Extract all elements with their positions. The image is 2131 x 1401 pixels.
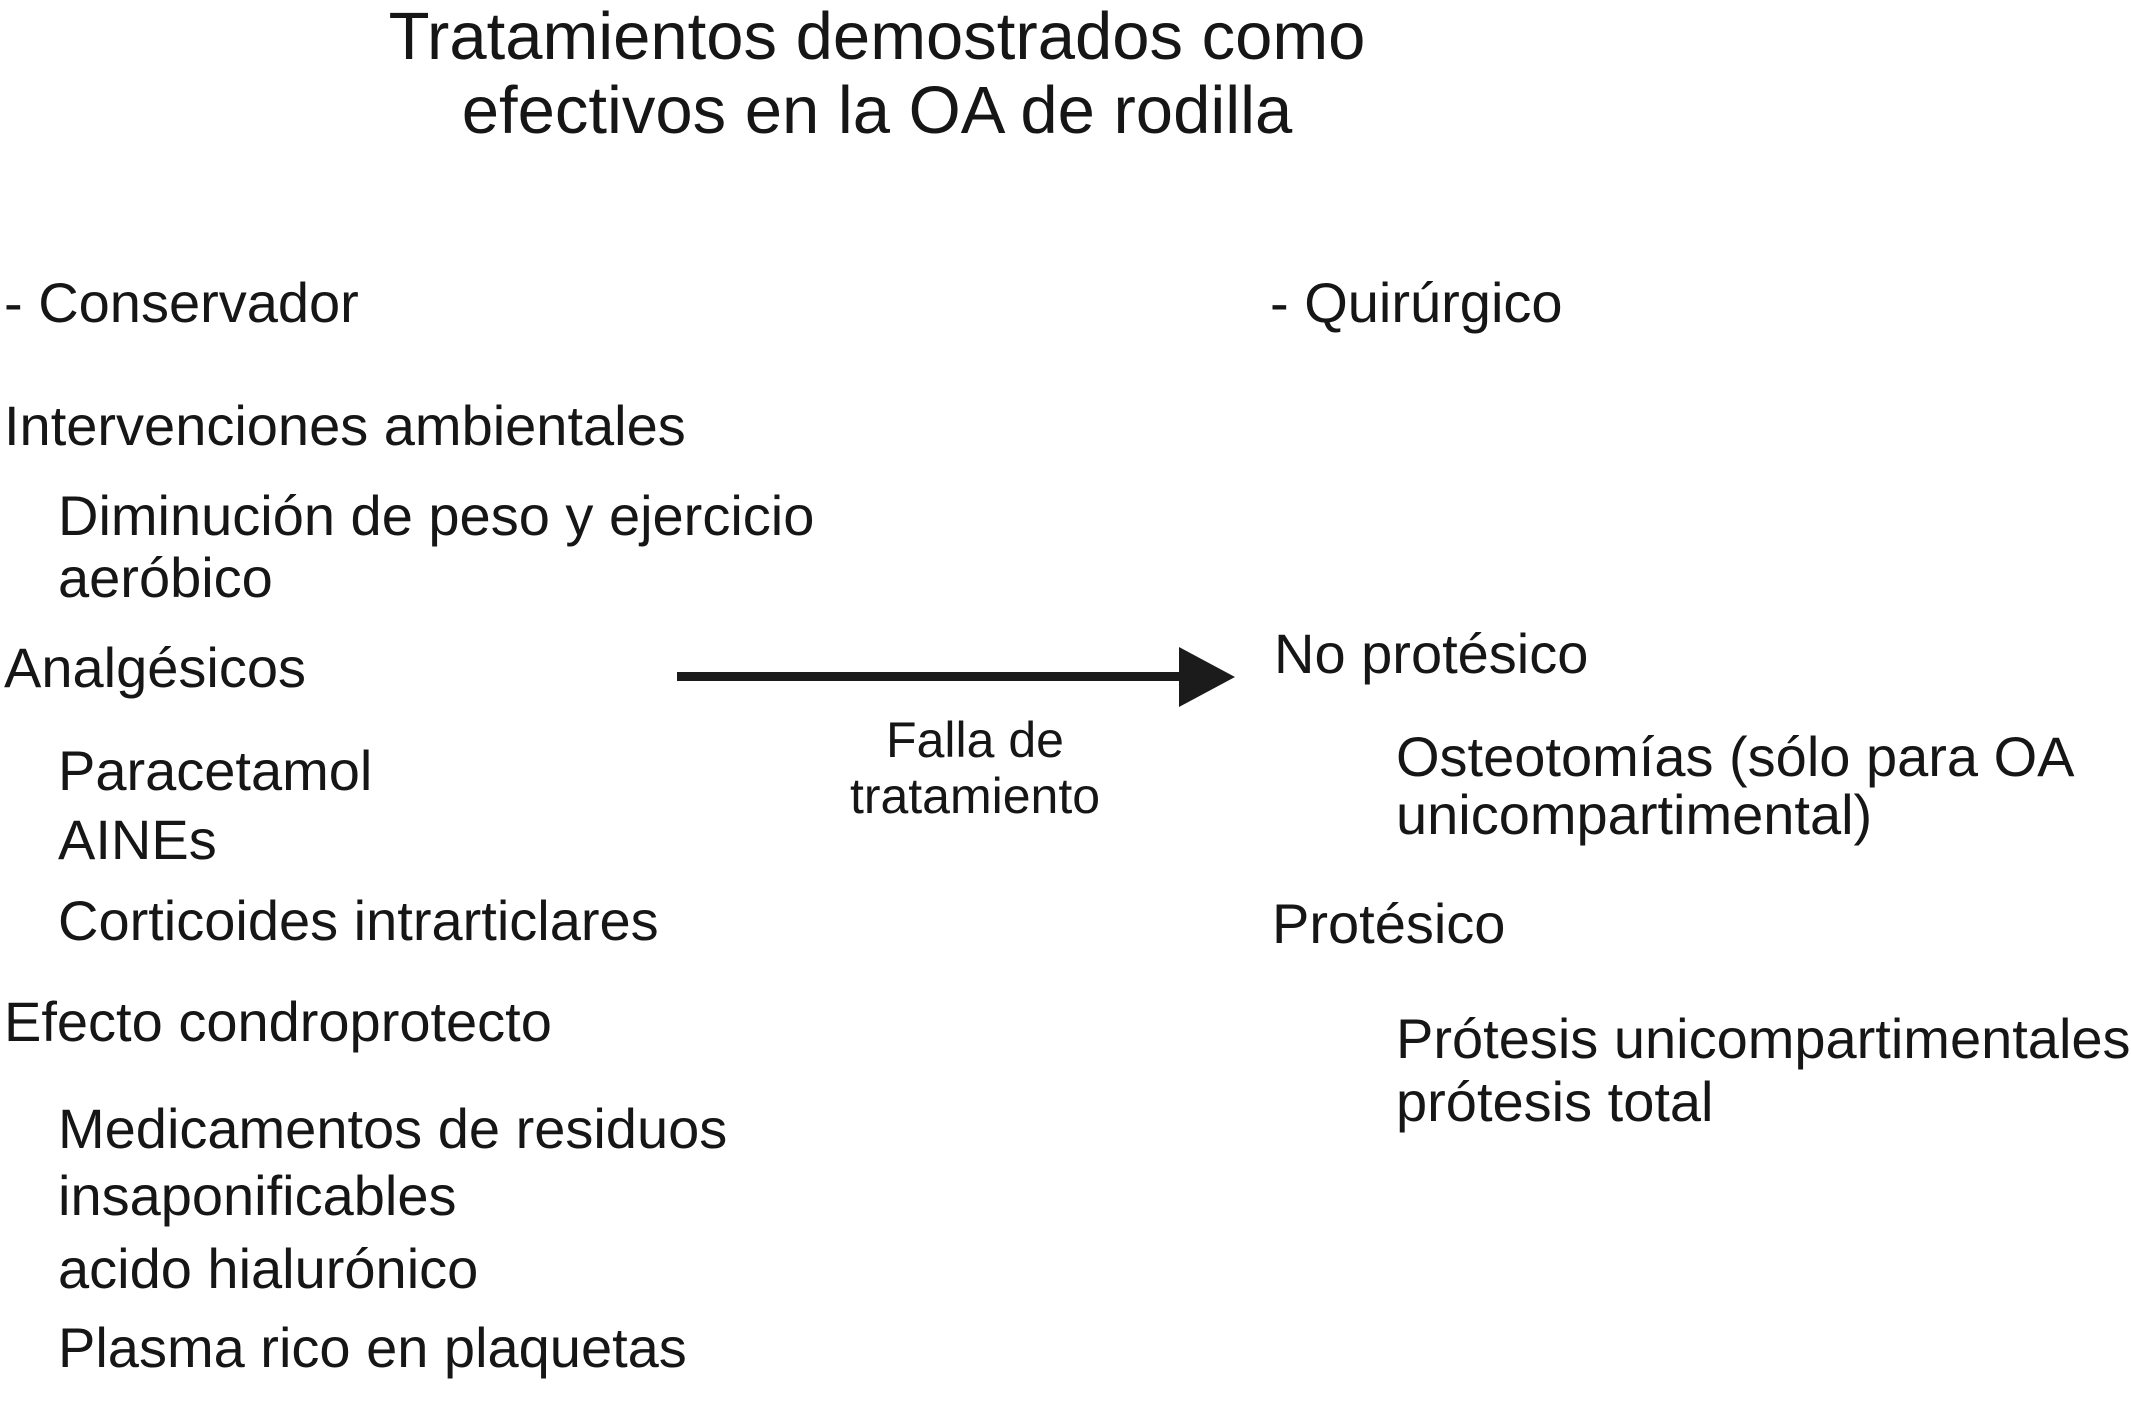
item-aines: AINEs — [58, 808, 217, 871]
heading-analgesicos: Analgésicos — [4, 636, 306, 699]
item-osteotomias-line-2: unicompartimental) — [1396, 783, 1873, 846]
heading-intervenciones-ambientales: Intervenciones ambientales — [4, 394, 686, 457]
item-diminucion-peso-line-2: aeróbico — [58, 546, 273, 609]
item-acido-hialuronico: acido hialurónico — [58, 1237, 479, 1300]
arrow-label — [725, 712, 1225, 824]
item-medicamentos-residuos-line-1: Medicamentos de residuos — [58, 1097, 728, 1160]
item-diminucion-peso-line-1: Diminución de peso y ejercicio — [58, 484, 815, 547]
item-paracetamol: Paracetamol — [58, 739, 373, 802]
item-protesis-total: prótesis total — [1396, 1070, 1714, 1133]
quirurgico-header: - Quirúrgico — [1270, 271, 1563, 334]
item-protesis-unicompartimentales: Prótesis unicompartimentales — [1396, 1007, 2131, 1070]
item-plasma-rico-plaquetas: Plasma rico en plaquetas — [58, 1316, 687, 1379]
page-title — [327, 0, 1427, 148]
heading-efecto-condroprotecto: Efecto condroprotecto — [4, 990, 552, 1053]
heading-no-protesico: No protésico — [1274, 622, 1589, 685]
failure-arrow-head-icon — [1179, 647, 1235, 707]
title-line-1: Tratamientos demostrados como — [388, 0, 1366, 74]
item-medicamentos-residuos-line-2: insaponificables — [58, 1164, 457, 1227]
conservador-header: - Conservador — [4, 271, 359, 334]
arrow-label-line-2: tratamiento — [849, 768, 1101, 824]
heading-protesico: Protésico — [1272, 892, 1506, 955]
failure-arrow-shaft — [677, 672, 1182, 681]
arrow-label-line-1: Falla de — [886, 712, 1064, 768]
title-line-2: efectivos en la OA de rodilla — [461, 73, 1293, 148]
item-osteotomias-line-1: Osteotomías (sólo para OA — [1396, 725, 2075, 788]
item-corticoides: Corticoides intrarticlares — [58, 889, 659, 952]
